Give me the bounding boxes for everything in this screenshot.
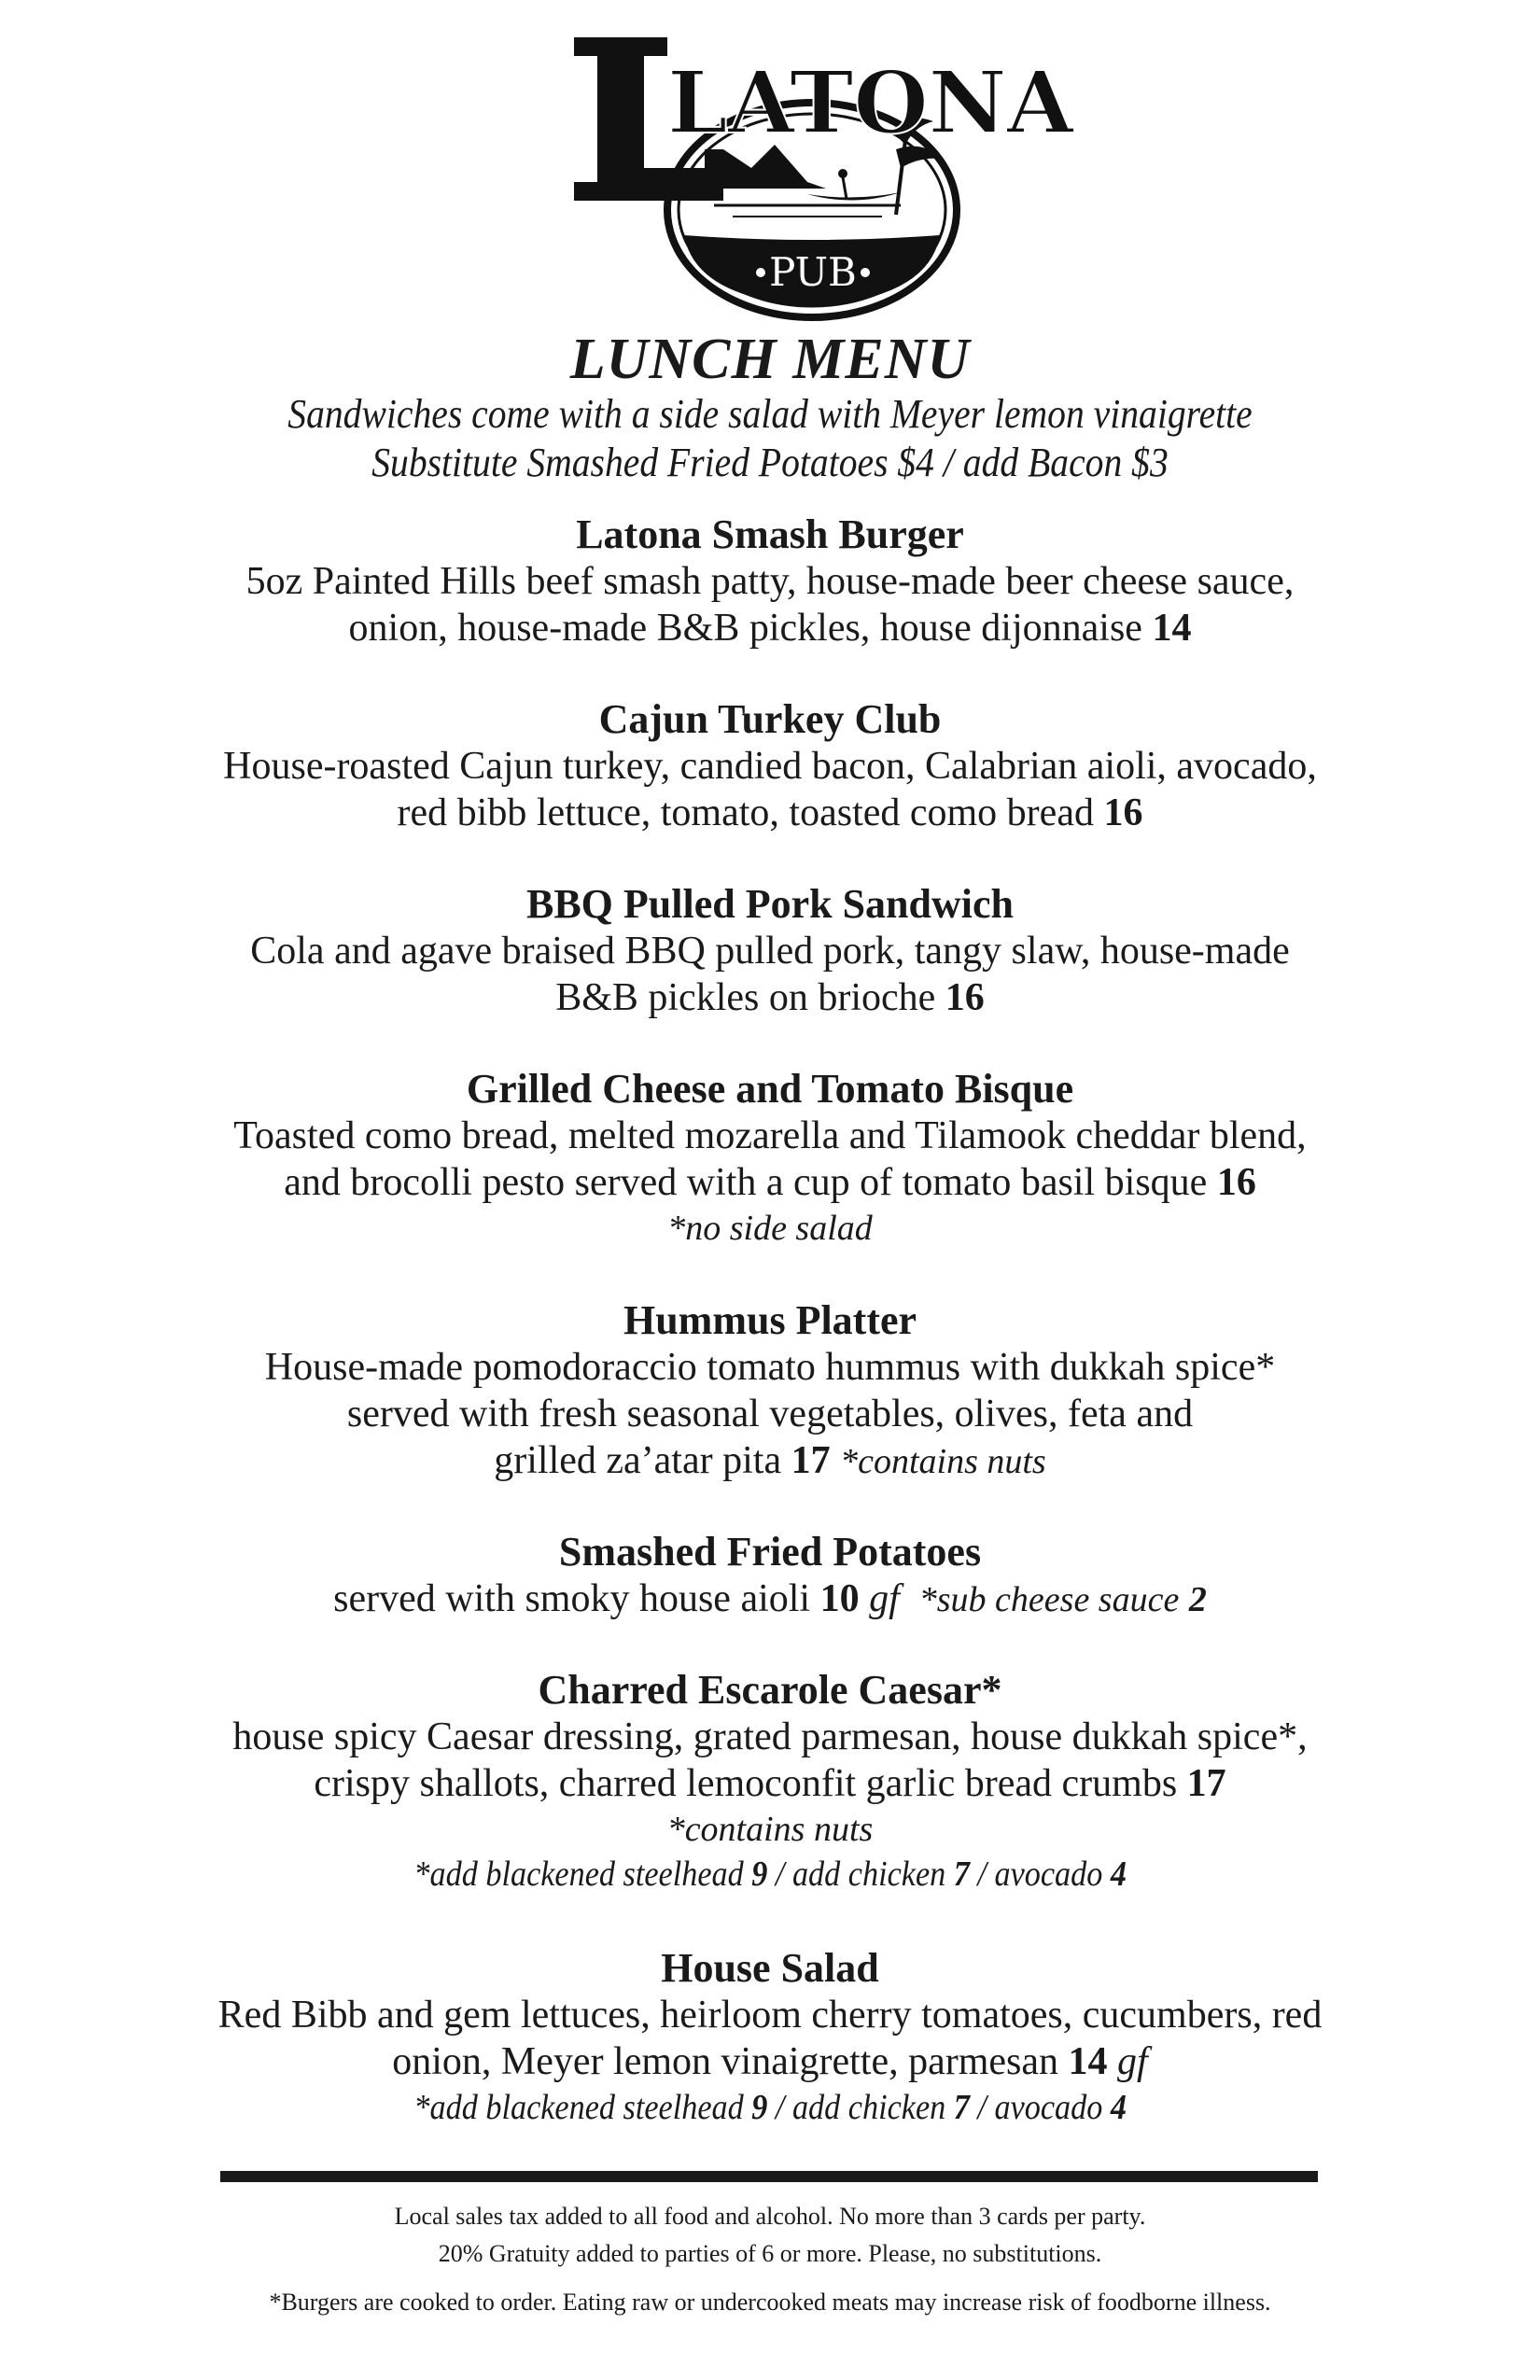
menu-item bbox=[84, 1945, 1456, 2132]
item-note: *no side salad bbox=[667, 1209, 873, 1248]
menu-footer bbox=[0, 2198, 1540, 2321]
item-note: *contains nuts bbox=[840, 1442, 1046, 1481]
item-desc: Cola and agave braised BBQ pulled pork, tangy slaw, house-made bbox=[250, 930, 1290, 973]
addon-label: / avocado bbox=[977, 1855, 1103, 1894]
item-desc: served with fresh seasonal vegetables, olives, feta and bbox=[346, 1393, 1194, 1435]
menu-item bbox=[84, 1297, 1456, 1529]
addon-label: *add blackened steelhead bbox=[413, 1855, 744, 1894]
addon-price: 4 bbox=[1110, 2088, 1127, 2127]
footer-health-warning: *Burgers are cooked to order. Eating raw or undercooked meats may increase risk of foodborne illness. bbox=[269, 2289, 1271, 2316]
item-name: Latona Smash Burger bbox=[576, 511, 964, 557]
item-desc: red bibb lettuce, tomato, toasted como bread bbox=[397, 791, 1094, 834]
item-desc: onion, house-made B&B pickles, house dijonnaise bbox=[348, 607, 1142, 650]
gluten-free-tag: gf bbox=[869, 1577, 900, 1620]
menu-title: LUNCH MENU bbox=[569, 328, 971, 391]
item-price: 16 bbox=[1216, 1161, 1256, 1204]
addon-price: 7 bbox=[953, 2088, 970, 2127]
menu-item bbox=[84, 1529, 1456, 1667]
logo-sub: PUB bbox=[769, 249, 857, 295]
item-note-price: 2 bbox=[1188, 1580, 1207, 1619]
menu-item bbox=[84, 881, 1456, 1066]
item-desc: Toasted como bread, melted mozarella and Tilamook cheddar blend, bbox=[233, 1114, 1307, 1157]
item-price: 17 bbox=[1186, 1762, 1226, 1805]
addon-price: 4 bbox=[1110, 1855, 1127, 1894]
menu-item bbox=[84, 511, 1456, 696]
item-name: Hummus Platter bbox=[623, 1297, 917, 1343]
item-desc: grilled za’atar pita bbox=[494, 1439, 782, 1482]
item-desc: onion, Meyer lemon vinaigrette, parmesan bbox=[392, 2040, 1059, 2083]
item-desc: B&B pickles on brioche bbox=[555, 976, 936, 1019]
footer-divider bbox=[220, 2171, 1318, 2182]
logo-wordmark: LATONA bbox=[667, 52, 1074, 153]
item-price: 10 bbox=[819, 1577, 860, 1620]
menu-subtitle-substitute: Substitute Smashed Fried Potatoes $4 / add Bacon $3 bbox=[371, 440, 1169, 485]
item-name: Charred Escarole Caesar* bbox=[538, 1667, 1002, 1713]
addon-price: 9 bbox=[751, 2088, 768, 2127]
item-addons bbox=[413, 1852, 1127, 1897]
latona-pub-logo bbox=[574, 28, 1074, 327]
item-price: 14 bbox=[1152, 607, 1192, 650]
menu-header bbox=[0, 329, 1540, 487]
item-desc: served with smoky house aioli bbox=[333, 1577, 811, 1620]
item-note: *sub cheese sauce bbox=[918, 1580, 1180, 1619]
menu-item bbox=[84, 1066, 1456, 1297]
addon-label: / avocado bbox=[977, 2088, 1103, 2127]
item-desc: crispy shallots, charred lemoconfit garlic bread crumbs bbox=[314, 1762, 1178, 1805]
item-price: 16 bbox=[1103, 791, 1143, 834]
addon-label: *add blackened steelhead bbox=[413, 2088, 744, 2127]
item-name: Smashed Fried Potatoes bbox=[558, 1529, 982, 1575]
item-desc: house spicy Caesar dressing, grated parmesan, house dukkah spice*, bbox=[232, 1715, 1308, 1758]
menu-item bbox=[84, 1667, 1456, 1945]
item-desc: and brocolli pesto served with a cup of tomato basil bisque bbox=[284, 1161, 1208, 1204]
addon-price: 7 bbox=[953, 1855, 970, 1894]
item-name: BBQ Pulled Pork Sandwich bbox=[525, 881, 1014, 927]
item-desc: Red Bibb and gem lettuces, heirloom cherry tomatoes, cucumbers, red bbox=[217, 1994, 1323, 2037]
item-name: House Salad bbox=[661, 1945, 879, 1991]
item-price: 16 bbox=[945, 976, 985, 1019]
menu-item bbox=[84, 696, 1456, 881]
menu-subtitle-sides: Sandwiches come with a side salad with Meyer lemon vinaigrette bbox=[287, 391, 1253, 437]
item-addons bbox=[413, 2085, 1127, 2130]
menu-items bbox=[84, 511, 1456, 2132]
item-desc: 5oz Painted Hills beef smash patty, house-made beer cheese sauce, bbox=[245, 560, 1295, 603]
gluten-free-tag: gf bbox=[1117, 2040, 1148, 2083]
addon-label: / add chicken bbox=[775, 2088, 946, 2127]
item-price: 14 bbox=[1068, 2040, 1108, 2083]
item-price: 17 bbox=[791, 1439, 831, 1482]
addon-label: / add chicken bbox=[775, 1855, 946, 1894]
footer-gratuity-note: 20% Gratuity added to parties of 6 or more. Please, no substitutions. bbox=[438, 2240, 1102, 2267]
item-note: *contains nuts bbox=[666, 1810, 874, 1849]
item-desc: House-roasted Cajun turkey, candied bacon, Calabrian aioli, avocado, bbox=[223, 745, 1317, 788]
addon-price: 9 bbox=[751, 1855, 768, 1894]
item-desc: House-made pomodoraccio tomato hummus with dukkah spice* bbox=[264, 1346, 1276, 1389]
item-name: Grilled Cheese and Tomato Bisque bbox=[466, 1066, 1074, 1112]
footer-tax-note: Local sales tax added to all food and alcohol. No more than 3 cards per party. bbox=[394, 2203, 1146, 2230]
item-name: Cajun Turkey Club bbox=[598, 696, 942, 742]
